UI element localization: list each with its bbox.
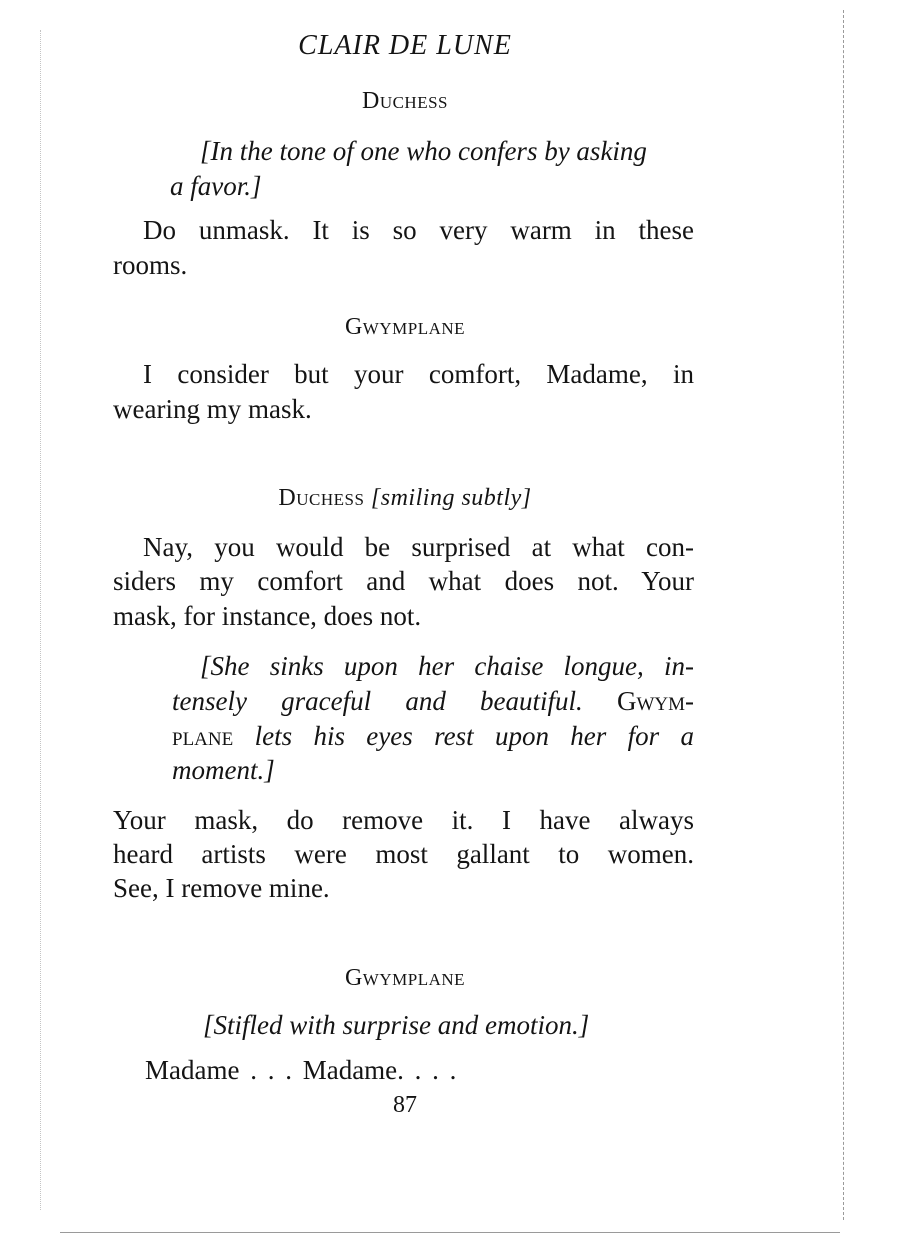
running-head: CLAIR DE LUNE bbox=[298, 30, 512, 61]
stage-direction-line bbox=[172, 684, 694, 718]
speech-line: rooms. bbox=[113, 250, 188, 280]
page-number: 87 bbox=[393, 1092, 417, 1118]
speech-line: See, I remove mine. bbox=[113, 873, 330, 903]
speech-line: siders my comfort and what does not. Your bbox=[113, 566, 694, 596]
character-name: Gwym- bbox=[616, 686, 695, 716]
speaker-direction: [smiling subtly] bbox=[370, 485, 532, 511]
speech-line: Nay, you would be surprised at what con- bbox=[143, 532, 694, 562]
scan-edge-right bbox=[843, 10, 844, 1220]
stage-direction-line: moment.] bbox=[172, 755, 275, 785]
speech-line: wearing my mask. bbox=[113, 394, 312, 424]
speech-line: Your mask, do remove it. I have always bbox=[113, 805, 694, 835]
character-name: plane bbox=[172, 721, 234, 751]
speech-line: heard artists were most gallant to women. bbox=[113, 839, 694, 869]
scan-edge-left bbox=[40, 30, 41, 1210]
stage-direction-line: a favor.] bbox=[170, 171, 262, 201]
speaker-gwymplane-2: Gwymplane bbox=[344, 965, 466, 991]
stage-direction-line: [In the tone of one who confers by asking bbox=[200, 136, 647, 166]
stage-direction-line: [She sinks upon her chaise longue, in- bbox=[200, 651, 694, 681]
speech-line: mask, for instance, does not. bbox=[113, 601, 422, 631]
speaker-duchess-1: Duchess bbox=[361, 88, 449, 114]
stage-direction-text: tensely graceful and beautiful. bbox=[172, 686, 583, 716]
stage-direction-line bbox=[172, 719, 694, 753]
speech-line: I consider but your comfort, Madame, in bbox=[143, 359, 694, 389]
speech-line: Madame . . . Madame. . . . bbox=[145, 1055, 457, 1085]
stage-direction-line: [Stifled with surprise and emotion.] bbox=[203, 1010, 590, 1040]
scan-edge-bottom bbox=[60, 1232, 840, 1233]
speaker-gwymplane-1: Gwymplane bbox=[344, 314, 466, 340]
speech-line: Do unmask. It is so very warm in these bbox=[143, 215, 694, 245]
speaker-duchess-2 bbox=[0, 485, 810, 512]
stage-direction-text: lets his eyes rest upon her for a bbox=[254, 721, 695, 751]
speaker-name: Duchess bbox=[278, 485, 365, 511]
